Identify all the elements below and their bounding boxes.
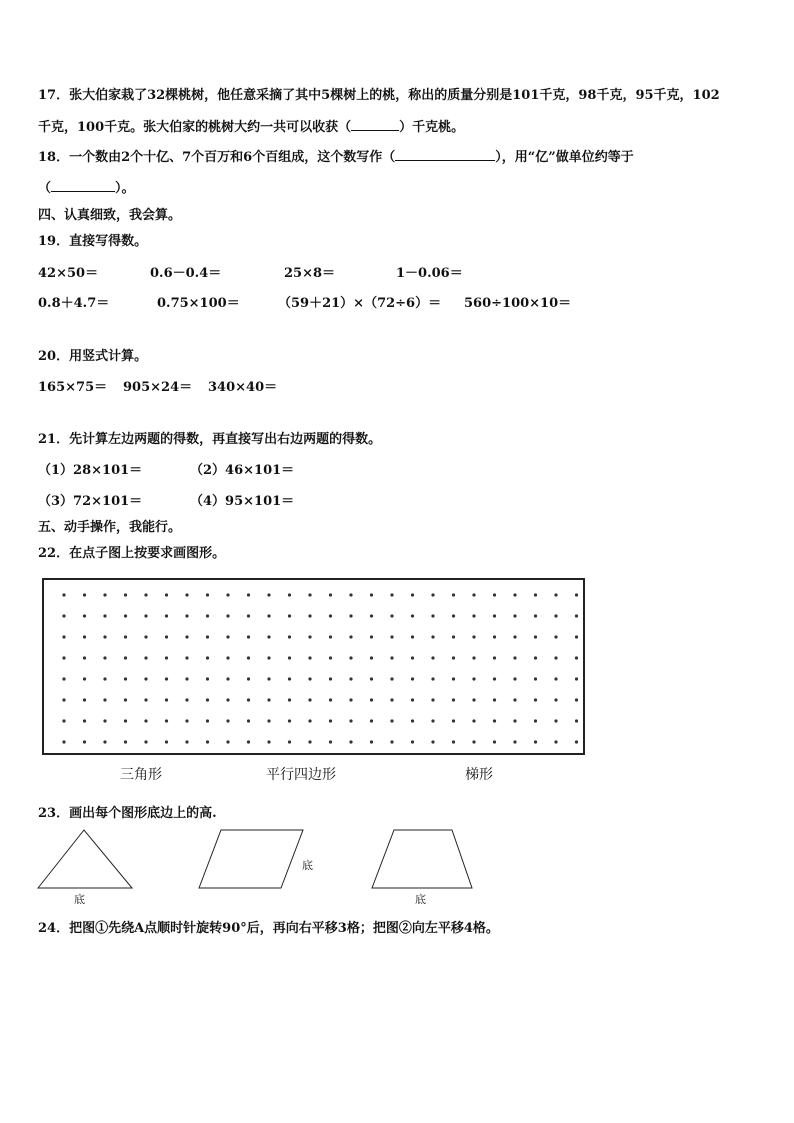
grid-dot[interactable] [62,635,65,638]
grid-dot[interactable] [185,677,188,680]
grid-dot[interactable] [83,593,86,596]
grid-dot[interactable] [247,656,250,659]
grid-dot[interactable] [165,719,168,722]
grid-dot[interactable] [493,677,496,680]
grid-dot[interactable] [390,677,393,680]
grid-dot[interactable] [554,635,557,638]
grid-dot[interactable] [575,698,578,701]
grid-dot[interactable] [308,635,311,638]
grid-dot[interactable] [349,698,352,701]
grid-dot[interactable] [493,635,496,638]
grid-dot[interactable] [124,698,127,701]
grid-dot[interactable] [144,635,147,638]
grid-dot[interactable] [206,614,209,617]
grid-dot[interactable] [206,677,209,680]
grid-dot[interactable] [185,719,188,722]
grid-dot[interactable] [431,635,434,638]
grid-dot[interactable] [534,719,537,722]
q18-line1-after: ），用“亿”做单位约等于 [495,150,634,165]
grid-dot[interactable] [575,719,578,722]
triangle-base-label: 底 [74,893,85,906]
grid-dot[interactable] [226,635,229,638]
q19-item: 1－0.06＝ [396,266,463,281]
grid-dot[interactable] [472,635,475,638]
grid-dot[interactable] [83,677,86,680]
grid-dot[interactable] [554,593,557,596]
grid-dot[interactable] [575,614,578,617]
grid-dot[interactable] [206,698,209,701]
grid-dot[interactable] [144,740,147,743]
dot-grid-label-trapezoid: 梯形 [465,767,493,783]
q21-item: （4）95×101＝ [190,494,295,509]
grid-dot[interactable] [247,719,250,722]
grid-dot[interactable] [411,698,414,701]
grid-dot[interactable] [452,740,455,743]
grid-dot[interactable] [472,677,475,680]
grid-dot[interactable] [513,635,516,638]
grid-dot[interactable] [308,698,311,701]
grid-dot[interactable] [62,740,65,743]
q23-title: 23．画出每个图形底边上的高. [38,806,217,821]
q17-line1: 17．张大伯家栽了32棵桃树，他任意采摘了其中5棵树上的桃，称出的质量分别是101千克，98千克，95千克，102 [38,88,720,103]
grid-dot[interactable] [288,593,291,596]
trapezoid-base-label: 底 [415,893,426,906]
q17-line2-after: ）千克桃。 [399,120,465,135]
grid-dot[interactable] [390,614,393,617]
q18-line2-after: ）。 [115,181,135,196]
q21-item: （1）28×101＝ [38,463,143,478]
grid-dot[interactable] [267,614,270,617]
q24-title: 24．把图①先绕A点顺时针旋转90°后，再向右平移3格；把图②向左平移4格。 [38,921,499,936]
grid-dot[interactable] [431,593,434,596]
grid-dot[interactable] [226,719,229,722]
grid-dot[interactable] [247,698,250,701]
grid-dot[interactable] [267,635,270,638]
grid-dot[interactable] [62,677,65,680]
grid-dot[interactable] [431,740,434,743]
grid-dot[interactable] [185,740,188,743]
grid-dot[interactable] [247,677,250,680]
grid-dot[interactable] [103,593,106,596]
grid-dot[interactable] [370,740,373,743]
grid-dot[interactable] [308,719,311,722]
grid-dot[interactable] [288,698,291,701]
grid-dot[interactable] [390,656,393,659]
grid-dot[interactable] [452,656,455,659]
grid-dot[interactable] [144,614,147,617]
grid-dot[interactable] [349,593,352,596]
grid-dot[interactable] [185,593,188,596]
grid-dot[interactable] [185,614,188,617]
grid-dot[interactable] [103,656,106,659]
grid-dot[interactable] [452,614,455,617]
grid-dot[interactable] [103,719,106,722]
grid-dot[interactable] [83,740,86,743]
grid-dot[interactable] [247,593,250,596]
grid-dot[interactable] [267,677,270,680]
grid-dot[interactable] [472,698,475,701]
grid-dot[interactable] [226,593,229,596]
grid-dot[interactable] [513,593,516,596]
grid-dot[interactable] [288,677,291,680]
grid-dot[interactable] [411,593,414,596]
trapezoid-figure[interactable] [370,828,476,892]
grid-dot[interactable] [411,740,414,743]
grid-dot[interactable] [493,656,496,659]
grid-dot[interactable] [124,593,127,596]
grid-dot[interactable] [534,656,537,659]
q19-item: （59＋21）×（72÷6）＝ [278,296,442,311]
q21-title: 21．先计算左边两题的得数，再直接写出右边两题的得数。 [38,432,382,447]
grid-dot[interactable] [103,740,106,743]
grid-dot[interactable] [144,719,147,722]
section-4-heading: 四、认真细致，我会算。 [38,208,182,223]
grid-dot[interactable] [185,698,188,701]
grid-dot[interactable] [493,740,496,743]
grid-dot[interactable] [431,614,434,617]
grid-dot[interactable] [329,719,332,722]
q19-item: 0.75×100＝ [157,296,240,311]
q17-answer-blank[interactable] [351,118,399,131]
parallelogram-outline [199,830,303,888]
grid-dot[interactable] [513,677,516,680]
grid-dot[interactable] [411,614,414,617]
grid-dot[interactable] [534,635,537,638]
grid-dot[interactable] [124,656,127,659]
grid-dot[interactable] [226,740,229,743]
grid-dot[interactable] [329,614,332,617]
grid-dot[interactable] [370,698,373,701]
grid-dot[interactable] [349,614,352,617]
grid-dot[interactable] [575,635,578,638]
grid-dot[interactable] [575,677,578,680]
grid-dot[interactable] [513,698,516,701]
grid-dot[interactable] [575,656,578,659]
q18-line1 [38,146,634,165]
grid-dot[interactable] [329,677,332,680]
grid-dot[interactable] [124,740,127,743]
q19-title: 19．直接写得数。 [38,234,148,249]
grid-dot[interactable] [144,677,147,680]
grid-dot[interactable] [472,614,475,617]
grid-dot[interactable] [329,656,332,659]
grid-dot[interactable] [554,677,557,680]
dot-grid-label-triangle: 三角形 [120,767,162,783]
grid-dot[interactable] [370,719,373,722]
grid-dot[interactable] [83,698,86,701]
q21-item: （2）46×101＝ [190,463,295,478]
grid-dot[interactable] [472,593,475,596]
q19-item: 25×8＝ [284,266,336,281]
grid-dot[interactable] [554,656,557,659]
grid-dot[interactable] [411,656,414,659]
grid-dot[interactable] [493,698,496,701]
parallelogram-figure[interactable] [197,828,307,892]
grid-dot[interactable] [308,614,311,617]
grid-dot[interactable] [206,593,209,596]
grid-dot[interactable] [411,677,414,680]
grid-dot[interactable] [431,698,434,701]
section-5-heading: 五、动手操作，我能行。 [38,520,182,535]
grid-dot[interactable] [267,719,270,722]
grid-dot[interactable] [226,677,229,680]
grid-dot[interactable] [226,698,229,701]
grid-dot[interactable] [124,614,127,617]
q19-item: 0.6－0.4＝ [150,266,222,281]
grid-dot[interactable] [62,593,65,596]
grid-dot[interactable] [493,719,496,722]
grid-dot[interactable] [349,635,352,638]
grid-dot[interactable] [452,719,455,722]
grid-dot[interactable] [226,614,229,617]
grid-dot[interactable] [554,614,557,617]
grid-dot[interactable] [144,593,147,596]
grid-dot[interactable] [288,719,291,722]
trapezoid-outline [372,830,472,888]
grid-dot[interactable] [370,635,373,638]
grid-dot[interactable] [575,740,578,743]
grid-dot[interactable] [83,656,86,659]
grid-dot[interactable] [144,698,147,701]
grid-dot[interactable] [288,656,291,659]
q19-item: 42×50＝ [38,266,99,281]
grid-dot[interactable] [247,614,250,617]
q18-line2-before: （ [38,181,52,196]
dot-grid-label-parallelogram: 平行四边形 [266,767,336,783]
grid-dot[interactable] [370,593,373,596]
grid-dot[interactable] [534,593,537,596]
triangle-outline [38,830,132,888]
grid-dot[interactable] [554,740,557,743]
q18-line1-before: 18．一个数由2个十亿、7个百万和6个百组成，这个数写作（ [38,150,396,165]
grid-dot[interactable] [247,740,250,743]
grid-dot[interactable] [390,740,393,743]
grid-dot[interactable] [349,740,352,743]
grid-dot[interactable] [513,719,516,722]
grid-dot[interactable] [390,719,393,722]
grid-dot[interactable] [534,698,537,701]
grid-dot[interactable] [390,635,393,638]
grid-dot[interactable] [124,719,127,722]
grid-dot[interactable] [62,719,65,722]
q20-item: 340×40＝ [208,380,278,395]
grid-dot[interactable] [390,593,393,596]
q20-item: 905×24＝ [123,380,193,395]
q20-item: 165×75＝ [38,380,108,395]
grid-dot[interactable] [349,656,352,659]
grid-dot[interactable] [370,614,373,617]
grid-dot[interactable] [103,698,106,701]
grid-dot[interactable] [493,614,496,617]
grid-dot[interactable] [124,677,127,680]
grid-dot[interactable] [83,719,86,722]
grid-dot[interactable] [124,635,127,638]
grid-dot[interactable] [534,740,537,743]
grid-dot[interactable] [349,719,352,722]
grid-dot[interactable] [329,740,332,743]
triangle-figure[interactable] [36,828,136,892]
grid-dot[interactable] [103,635,106,638]
grid-dot[interactable] [206,635,209,638]
grid-dot[interactable] [288,614,291,617]
grid-dot[interactable] [329,593,332,596]
grid-dot[interactable] [370,656,373,659]
grid-dot[interactable] [308,677,311,680]
grid-dot[interactable] [431,677,434,680]
q18-line2 [38,177,135,196]
grid-dot[interactable] [308,593,311,596]
grid-dot[interactable] [431,719,434,722]
grid-dot[interactable] [308,656,311,659]
grid-dot[interactable] [411,719,414,722]
q17-line2 [38,116,464,135]
grid-dot[interactable] [370,677,373,680]
grid-dot[interactable] [329,698,332,701]
grid-dot[interactable] [62,614,65,617]
grid-dot[interactable] [226,656,229,659]
grid-dot[interactable] [267,593,270,596]
grid-dot[interactable] [513,656,516,659]
grid-dot[interactable] [165,614,168,617]
grid-dot[interactable] [267,656,270,659]
grid-dot[interactable] [390,698,393,701]
grid-dot[interactable] [247,635,250,638]
grid-dot[interactable] [493,593,496,596]
q20-title: 20．用竖式计算。 [38,349,148,364]
parallelogram-base-label: 底 [302,859,313,872]
dot-grid[interactable] [42,578,585,755]
dot-grid-canvas[interactable] [44,580,583,753]
grid-dot[interactable] [534,677,537,680]
grid-dot[interactable] [62,698,65,701]
q21-item: （3）72×101＝ [38,494,143,509]
grid-dot[interactable] [103,677,106,680]
grid-dot[interactable] [267,740,270,743]
q18-answer-blank-2[interactable] [51,179,115,192]
grid-dot[interactable] [452,593,455,596]
grid-dot[interactable] [349,677,352,680]
grid-dot[interactable] [472,719,475,722]
grid-dot[interactable] [185,635,188,638]
grid-dot[interactable] [452,698,455,701]
grid-dot[interactable] [83,614,86,617]
grid-dot[interactable] [83,635,86,638]
grid-dot[interactable] [288,740,291,743]
grid-dot[interactable] [267,698,270,701]
grid-dot[interactable] [472,656,475,659]
grid-dot[interactable] [308,740,311,743]
grid-dot[interactable] [329,635,332,638]
grid-dot[interactable] [513,614,516,617]
grid-dot[interactable] [165,740,168,743]
grid-dot[interactable] [575,593,578,596]
grid-dot[interactable] [165,656,168,659]
grid-dot[interactable] [288,635,291,638]
grid-dot[interactable] [206,656,209,659]
grid-dot[interactable] [165,677,168,680]
grid-dot[interactable] [411,635,414,638]
q22-title: 22．在点子图上按要求画图形。 [38,546,226,561]
grid-dot[interactable] [554,719,557,722]
grid-dot[interactable] [206,740,209,743]
q18-answer-blank-1[interactable] [395,148,495,161]
grid-dot[interactable] [165,635,168,638]
grid-dot[interactable] [62,656,65,659]
grid-dot[interactable] [452,677,455,680]
grid-dot[interactable] [513,740,516,743]
grid-dot[interactable] [165,593,168,596]
grid-dot[interactable] [431,656,434,659]
q19-item: 560÷100×10＝ [464,296,572,311]
grid-dot[interactable] [206,719,209,722]
grid-dot[interactable] [103,614,106,617]
grid-dot[interactable] [165,698,168,701]
grid-dot[interactable] [472,740,475,743]
q17-line2-before: 千克，100千克。张大伯家的桃树大约一共可以收获（ [38,120,352,135]
grid-dot[interactable] [185,656,188,659]
grid-dot[interactable] [452,635,455,638]
grid-dot[interactable] [554,698,557,701]
grid-dot[interactable] [144,656,147,659]
q19-item: 0.8＋4.7＝ [38,296,110,311]
grid-dot[interactable] [534,614,537,617]
